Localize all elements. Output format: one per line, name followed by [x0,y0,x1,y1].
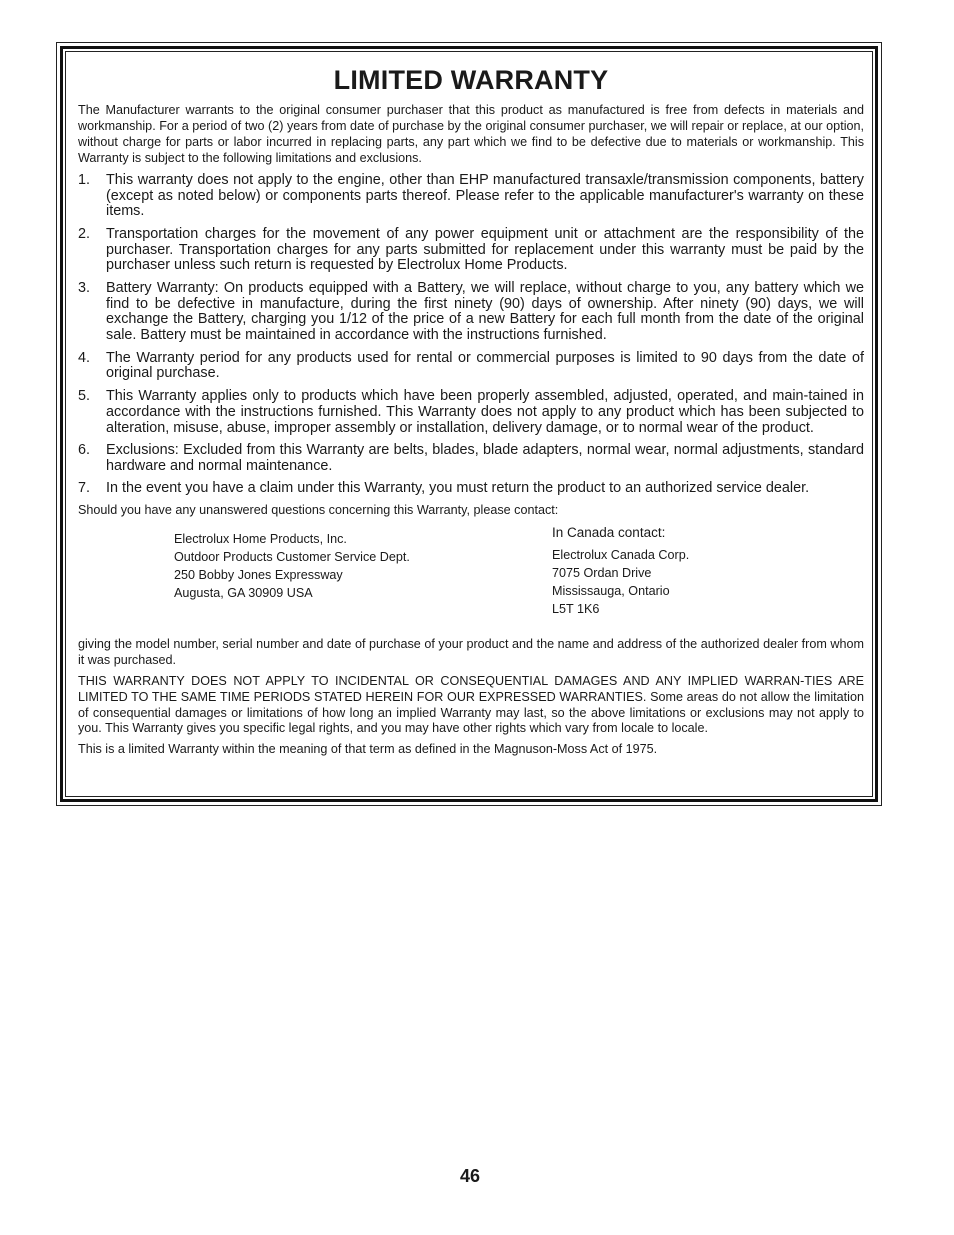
list-item [78,351,864,383]
list-item [78,173,864,221]
list-item [78,227,864,275]
address-block [78,519,864,629]
item-number: 2. [78,225,91,242]
list-item [78,443,864,475]
item-number: 4. [78,349,91,366]
us-address [174,530,410,602]
intro-paragraph: The Manufacturer warrants to the original consumer purchaser that this product as manufactured is free from defects in materials and workmanship. For a period of two (2) years from date of purchase by the original consumer purchaser, we will repair or replace, at our option, without charge for parts or labor incurred in replacing parts, any part which we find to be defective due to materials or workmanship. This Warranty is subject to the following limitations and exclusions. [78,103,864,165]
item-number: 1. [78,171,91,188]
item-number: 6. [78,441,91,458]
item-text: Battery Warranty: On products equipped with a Battery, we will replace, without charge to you, any battery which we find to be defective in manufacture, during the first ninety (90) days of ownership. After ninety (90) days, we will exchange the Battery, charging you 1/12 of the price of a new Battery for each full month from the date of the original sale. Battery must be maintained in accordance with the instructions furnished. [106,279,864,344]
item-text: The Warranty period for any products used for rental or commercial purposes is limited to 90 days from the date of original purchase. [106,349,864,382]
list-item [78,481,864,497]
item-text: In the event you have a claim under this Warranty, you must return the product to an authorized service dealer. [106,479,810,496]
disclaimer-paragraph: THIS WARRANTY DOES NOT APPLY TO INCIDENTAL OR CONSEQUENTIAL DAMAGES AND ANY IMPLIED WARRAN-TIES ARE LIMITED TO THE SAME TIME PERIODS STATED HEREIN FOR OUR EXPRESSED WARRANTIES. Some areas do not allow the limitation of consequential damages or limitations of how long an implied Warranty may last, so the above limitations or exclusions may not apply to you. This Warranty gives you specific legal rights, and you may have other rights which vary from locale to locale. [78,673,864,736]
item-number: 3. [78,279,91,296]
canada-address [552,524,689,618]
warranty-content [78,62,864,758]
item-text: This warranty does not apply to the engine, other than EHP manufactured transaxle/transmission components, battery (except as noted below) or components parts thereof. Please refer to the applicable manufacturer's warranty on these items. [106,171,864,220]
item-text: Exclusions: Excluded from this Warranty are belts, blades, blade adapters, normal wear, normal adjustments, standard hardware and normal maintenance. [106,441,864,474]
giving-info-paragraph: giving the model number, serial number and date of purchase of your product and the name and address of the authorized dealer from whom it was purchased. [78,636,864,667]
page-title: LIMITED WARRANTY [333,65,609,95]
item-text: This Warranty applies only to products which have been properly assembled, adjusted, operated, and main-tained in accordance with the instructions furnished. This Warranty does not apply to any product which has been subjected to alteration, misuse, abuse, improper assembly or installation, delivery damage, or to normal wear of the product. [106,387,864,436]
us-address-line: Electrolux Home Products, Inc. [174,531,347,546]
page-number: 46 [459,1166,481,1186]
item-number: 7. [78,479,91,496]
canada-address-line: L5T 1K6 [552,601,600,616]
list-item [78,389,864,437]
item-text: Transportation charges for the movement of any power equipment unit or attachment are the responsibility of the purchaser. Transportation charges for any parts submitted for replacement under this warranty must be paid by the purchaser unless such return is requested by Electrolux Home Products. [106,225,864,274]
item-number: 5. [78,387,91,404]
us-address-line: 250 Bobby Jones Expressway [174,567,343,582]
canada-address-line: 7075 Ordan Drive [552,565,652,580]
canada-address-line: Mississauga, Ontario [552,583,670,598]
us-address-line: Augusta, GA 30909 USA [174,585,313,600]
magnuson-moss-paragraph: This is a limited Warranty within the meaning of that term as defined in the Magnuson-Moss Act of 1975. [78,742,658,757]
canada-heading: In Canada contact: [552,524,666,540]
limitations-list [78,173,864,497]
us-address-line: Outdoor Products Customer Service Dept. [174,549,410,564]
canada-address-line: Electrolux Canada Corp. [552,547,690,562]
list-item [78,281,864,345]
contact-intro: Should you have any unanswered questions concerning this Warranty, please contact: [78,503,559,518]
